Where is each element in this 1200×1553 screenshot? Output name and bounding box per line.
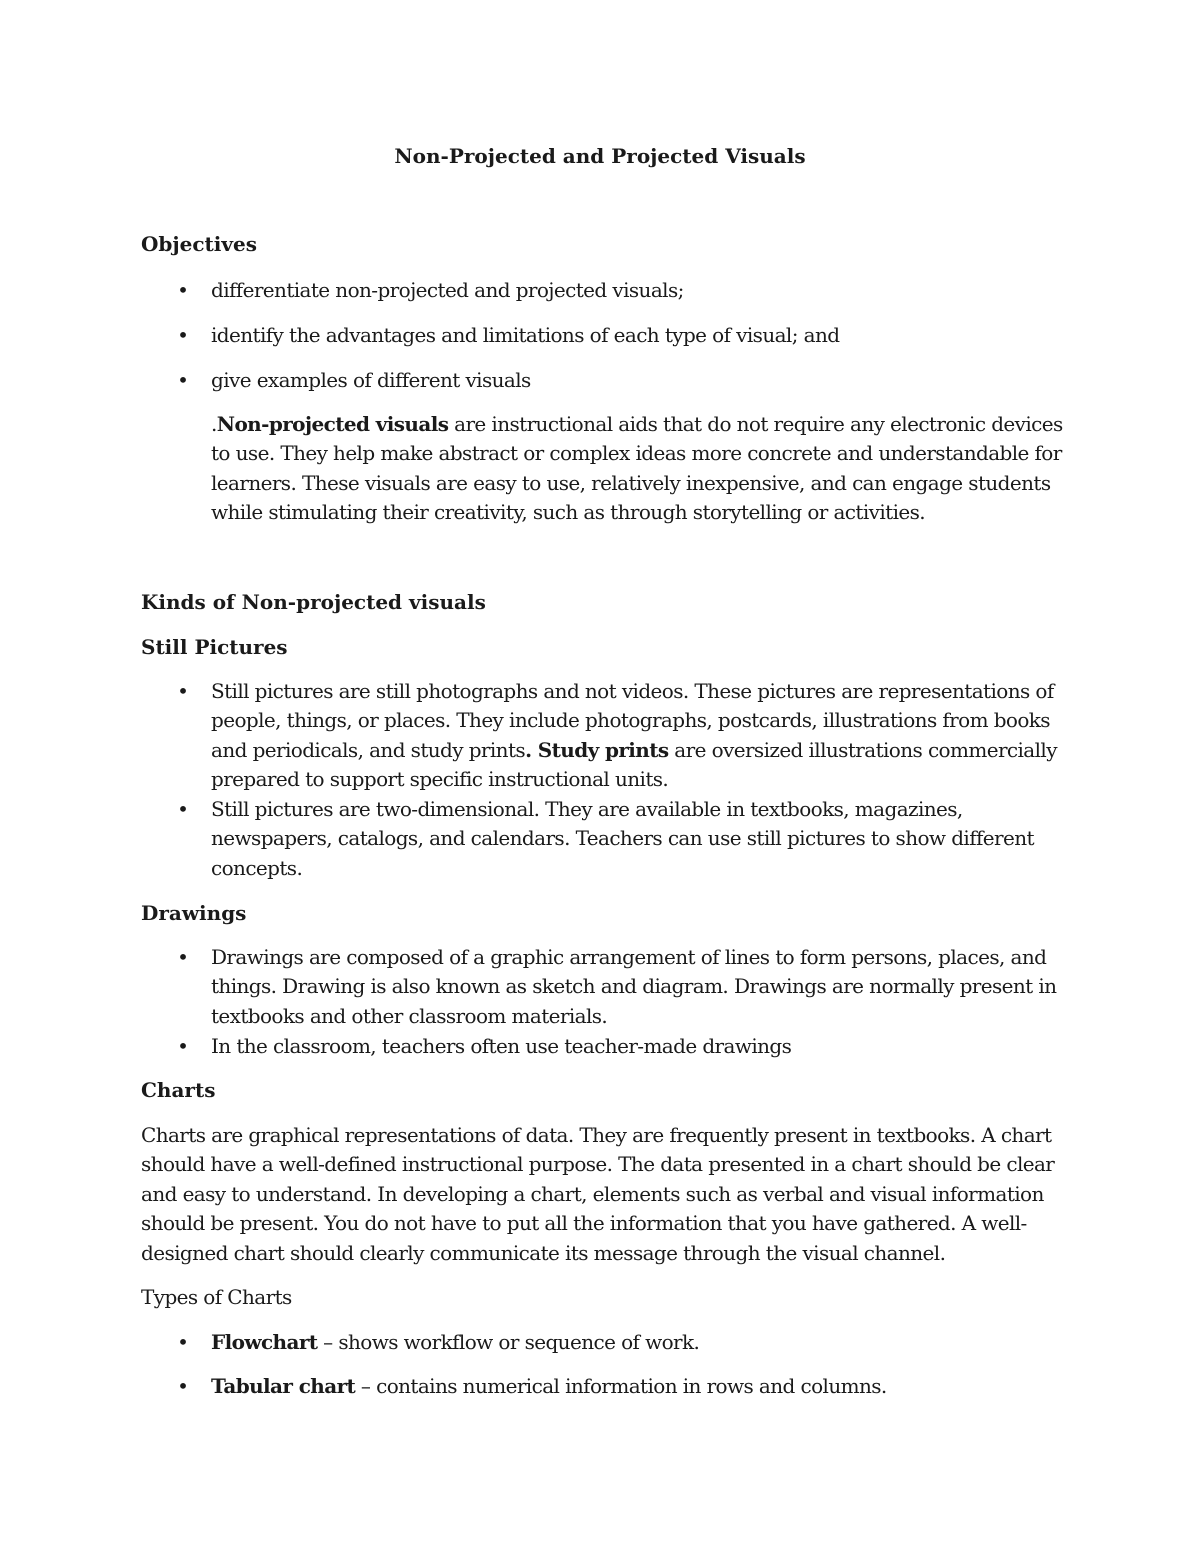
bullet-icon: • <box>177 945 189 969</box>
objective-text: give examples of different visuals <box>211 368 531 392</box>
chart-type-desc: – shows workflow or sequence of work. <box>317 1330 700 1354</box>
still-pictures-text: Still pictures are still photographs and not videos. These pictures are representations of people, things, or places. They include photographs, postcards, illustrations from books and periodicals, and study prints <box>211 679 1054 762</box>
bullet-icon: • <box>177 278 189 302</box>
drawings-item-2: In the classroom, teachers often use teacher-made drawings <box>211 1034 792 1058</box>
bullet-icon: • <box>177 1374 189 1398</box>
chart-type-term: Flowchart <box>211 1330 318 1354</box>
bullet-icon: • <box>177 679 189 703</box>
chart-type-tabular <box>211 1372 1071 1401</box>
bullet-icon: • <box>177 797 189 821</box>
bullet-icon: • <box>177 323 189 347</box>
page-title: Non-Projected and Projected Visuals <box>394 144 806 168</box>
kinds-heading: Kinds of Non-projected visuals <box>141 590 486 614</box>
objective-text: differentiate non-projected and projected visuals; <box>211 278 684 302</box>
still-pictures-item-1 <box>211 677 1071 795</box>
charts-paragraph: Charts are graphical representations of data. They are frequently present in textbooks. A chart should have a well-defined instructional purpose. The data presented in a chart should be clear and easy to understand. In developing a chart, elements such as verbal and visual information should be present. You do not have to put all the information that you have gathered. A well-designed chart should clearly communicate its message through the visual channel. <box>141 1123 1055 1265</box>
still-pictures-heading: Still Pictures <box>141 635 288 659</box>
bullet-icon: • <box>177 368 189 392</box>
types-of-charts-label: Types of Charts <box>141 1285 292 1309</box>
still-pictures-text: are oversized illustrations commercially prepared to support specific instructional units. <box>211 737 1057 792</box>
objectives-heading: Objectives <box>141 232 257 256</box>
intro-text: are instructional aids that do not require any electronic devices to use. They help make abstract or complex ideas more concrete and understandable for learners. These visuals are easy to use, relatively inexpensive, and can engage students while stimulating their creativity, such as through storytelling or activities. <box>211 412 1063 525</box>
charts-heading: Charts <box>141 1078 216 1102</box>
bullet-icon: • <box>177 1330 189 1354</box>
intro-lead: . <box>211 412 217 436</box>
objective-text: identify the advantages and limitations of each type of visual; and <box>211 323 840 347</box>
bullet-icon: • <box>177 1034 189 1058</box>
chart-type-term: Tabular chart <box>211 1374 356 1398</box>
chart-type-desc: – contains numerical information in rows and columns. <box>355 1374 887 1398</box>
chart-type-flowchart <box>211 1328 1071 1357</box>
intro-paragraph <box>211 410 1071 528</box>
drawings-heading: Drawings <box>141 901 247 925</box>
drawings-item-1: Drawings are composed of a graphic arrangement of lines to form persons, places, and things. Drawing is also known as sketch and diagram. Drawings are normally present in textbooks and other classroom materials. <box>211 945 1057 1028</box>
intro-term: Non-projected visuals <box>216 412 449 436</box>
still-pictures-item-2: Still pictures are two-dimensional. They are available in textbooks, magazines, newspapers, catalogs, and calendars. Teachers can use still pictures to show different concepts. <box>211 797 1034 880</box>
study-prints-term: . Study prints <box>525 737 669 762</box>
